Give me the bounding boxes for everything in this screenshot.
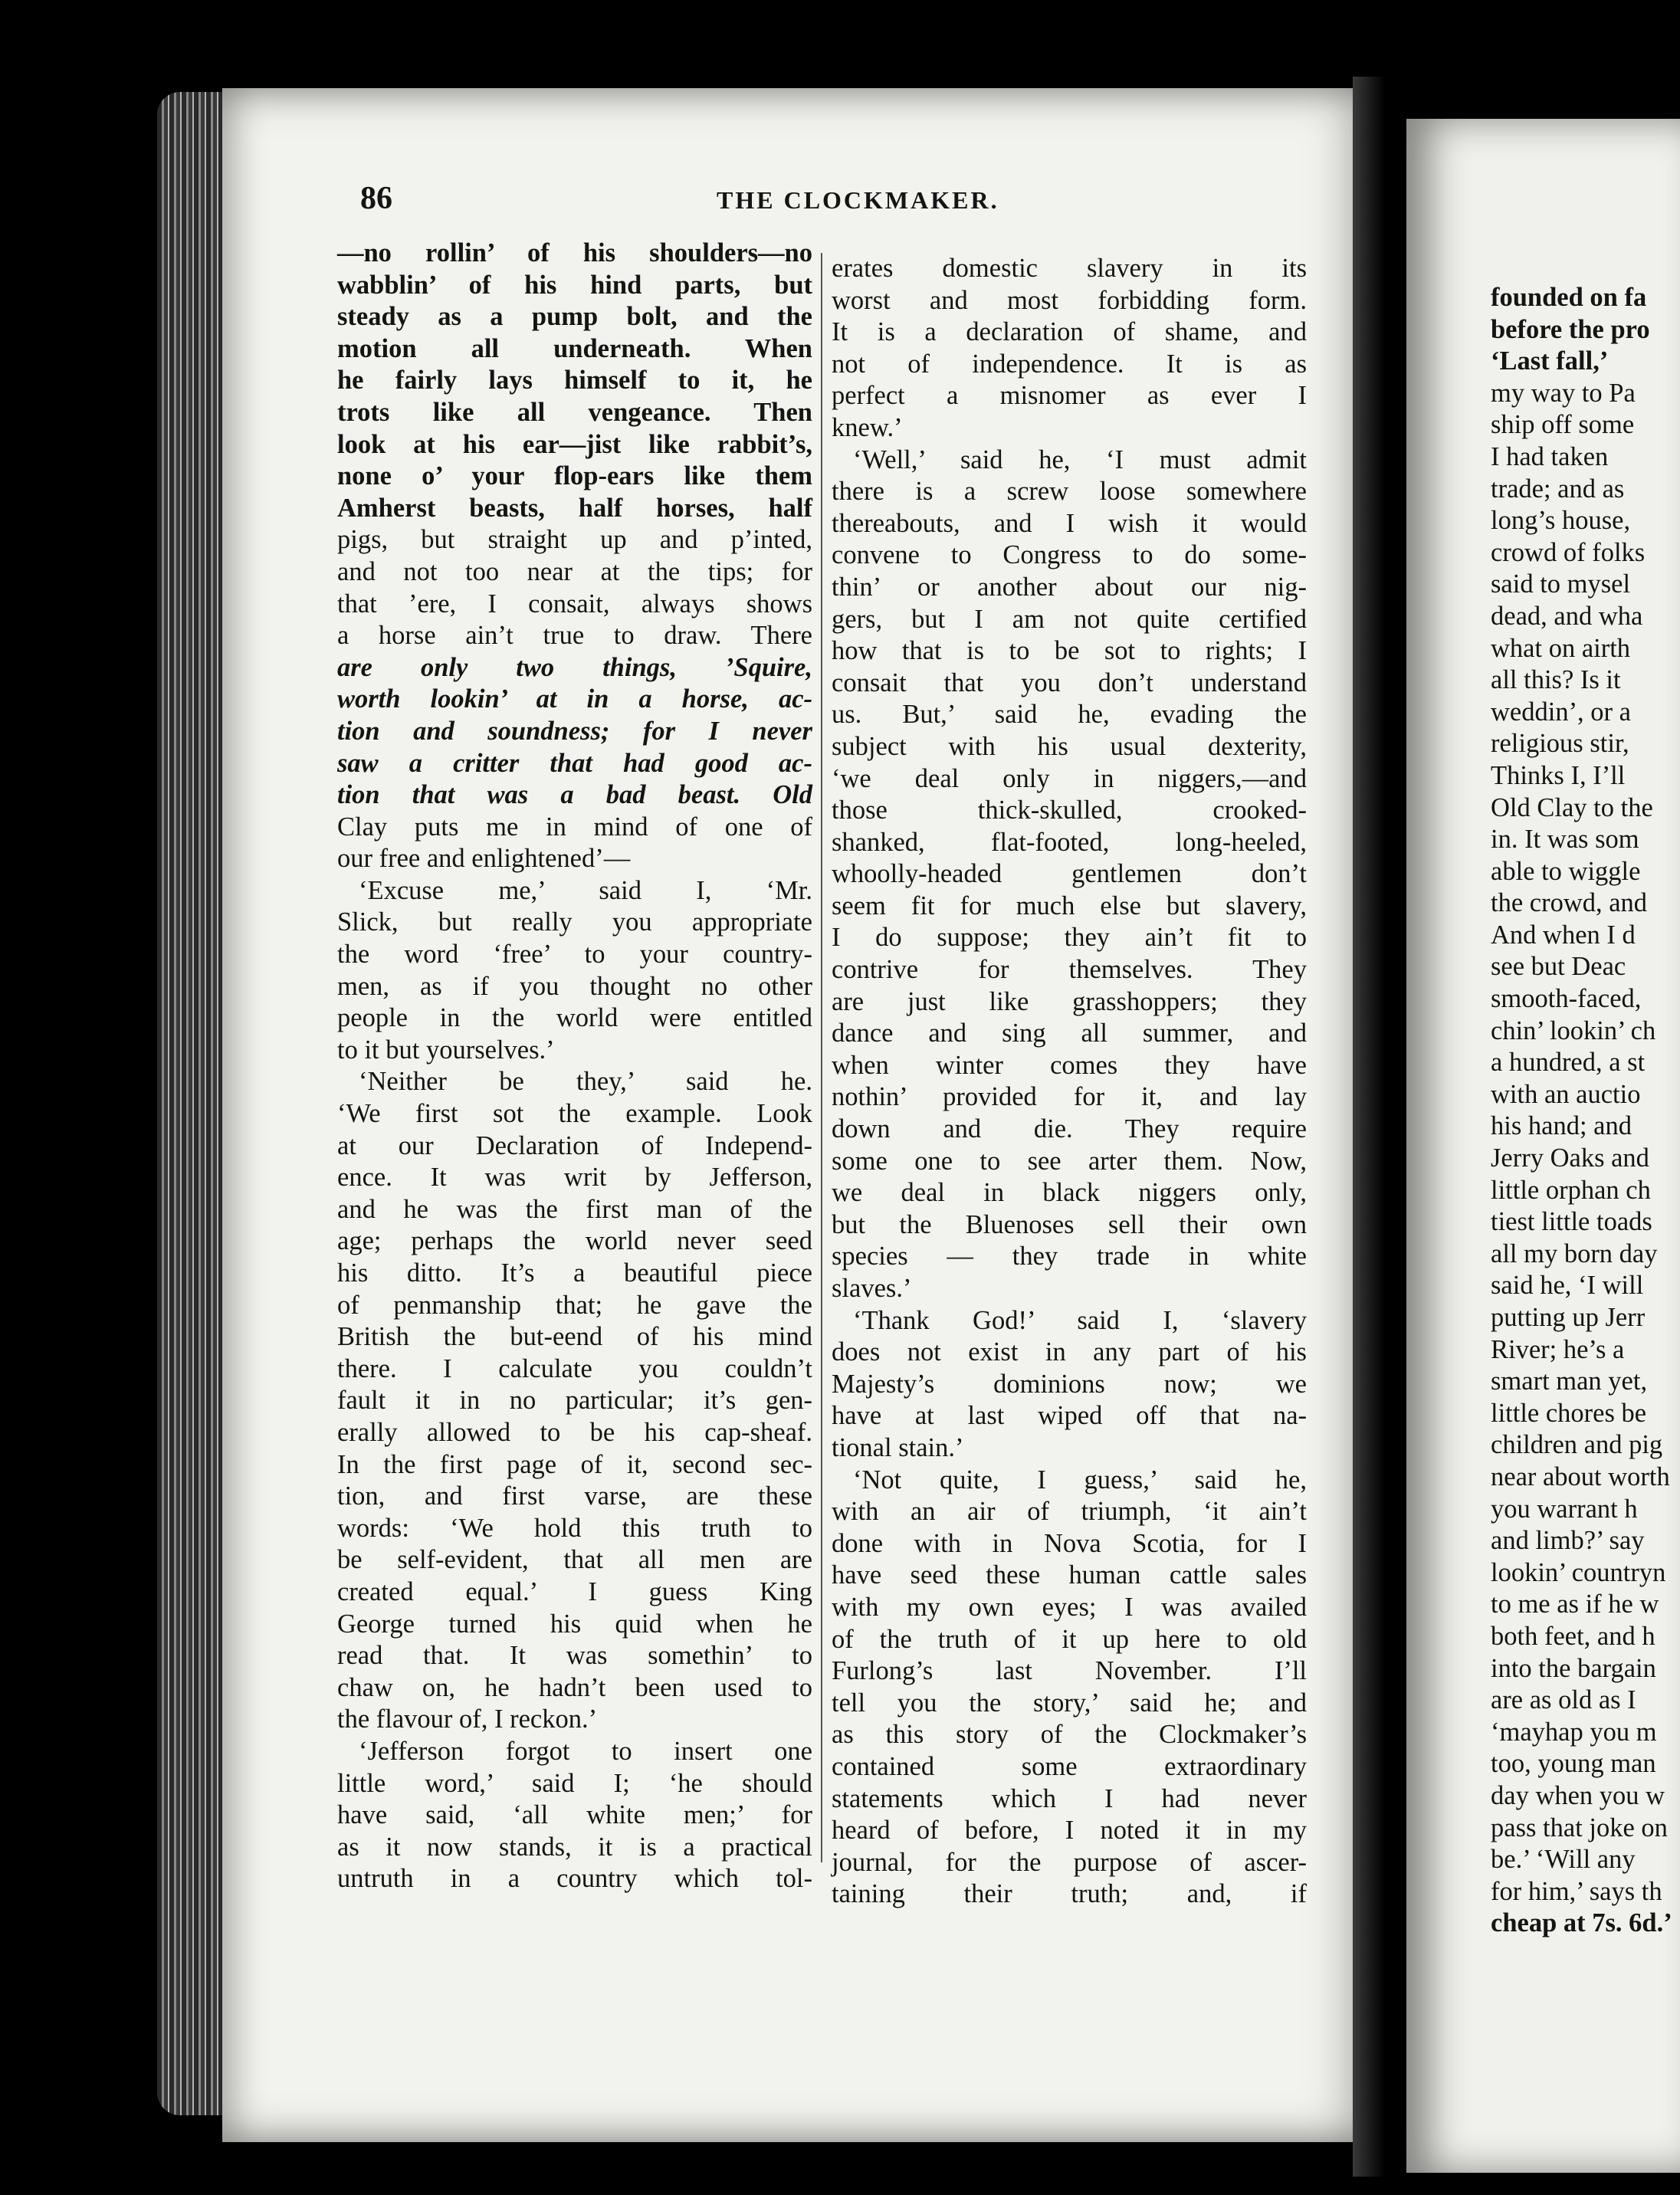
- text-line: have seed these human cattle sales: [832, 1560, 1307, 1590]
- text-line: see but Deac: [1491, 952, 1626, 982]
- text-line: have at last wiped off that na-: [832, 1401, 1307, 1431]
- text-line: able to wiggle: [1491, 856, 1641, 886]
- text-line: there. I calculate you couldn’t: [337, 1353, 812, 1383]
- text-line: perfect a misnomer as ever I: [832, 381, 1307, 411]
- text-line: untruth in a country which tol-: [337, 1864, 812, 1894]
- text-line: species — they trade in white: [832, 1242, 1307, 1271]
- text-line: tell you the story,’ said he; and: [832, 1688, 1307, 1718]
- text-line: of penmanship that; he gave the: [337, 1290, 812, 1320]
- text-line: ‘mayhap you m: [1491, 1717, 1657, 1747]
- text-line: you warrant h: [1491, 1494, 1638, 1524]
- text-line: motion all underneath. When: [337, 333, 812, 363]
- text-line: in. It was som: [1491, 825, 1639, 855]
- column-divider: [821, 253, 822, 1862]
- text-line: little orphan ch: [1491, 1175, 1651, 1205]
- text-line: a horse ain’t true to draw. There: [337, 621, 812, 651]
- text-line: look at his ear—jist like rabbit’s,: [337, 429, 812, 459]
- text-line: children and pig: [1491, 1430, 1663, 1460]
- text-line: too, young man: [1491, 1749, 1656, 1779]
- text-line: does not exist in any part of his: [832, 1337, 1307, 1367]
- text-line: tional stain.’: [832, 1432, 964, 1462]
- text-line: contrive for themselves. They: [832, 955, 1307, 985]
- text-line: before the pro: [1491, 314, 1650, 344]
- text-line: seem fit for much else but slavery,: [832, 891, 1307, 920]
- text-line: of the truth of it up here to old: [832, 1624, 1307, 1654]
- text-line: men, as if you thought no other: [337, 971, 812, 1001]
- text-line: worst and most forbidding form.: [832, 285, 1307, 315]
- text-line: when winter comes they have: [832, 1050, 1307, 1080]
- text-line: created equal.’ I guess King: [337, 1577, 812, 1606]
- book-gutter: [1353, 77, 1406, 2177]
- text-line: And when I d: [1491, 920, 1636, 950]
- text-line: heard of before, I noted it in my: [832, 1816, 1307, 1846]
- text-line: I had taken: [1491, 441, 1609, 471]
- text-line: there is a screw loose somewhere: [832, 477, 1307, 507]
- text-line: said to mysel: [1491, 569, 1631, 599]
- text-line: words: ‘We hold this truth to: [337, 1513, 812, 1543]
- text-line: with an auctio: [1491, 1079, 1641, 1109]
- text-line: at our Declaration of Independ-: [337, 1130, 812, 1160]
- text-line: and limb?’ say: [1491, 1526, 1645, 1556]
- text-line: as it now stands, it is a practical: [337, 1832, 812, 1862]
- text-line: but the Bluenoses sell their own: [832, 1209, 1307, 1239]
- text-line: lookin’ countryn: [1491, 1557, 1666, 1587]
- text-line: age; perhaps the world never seed: [337, 1226, 812, 1256]
- text-line: ship off some: [1491, 410, 1635, 440]
- text-line: Old Clay to the: [1491, 792, 1653, 822]
- page-number: 86: [360, 181, 392, 216]
- text-line: are just like grasshoppers; they: [832, 986, 1307, 1016]
- text-line: he fairly lays himself to it, he: [337, 366, 812, 395]
- text-line: the word ‘free’ to your country-: [337, 940, 812, 970]
- text-line: In the first page of it, second sec-: [337, 1449, 812, 1479]
- text-line: ‘Excuse me,’ said I, ‘Mr.: [359, 875, 812, 905]
- text-line: worth lookin’ at in a horse, ac-: [337, 684, 812, 714]
- text-line: taining their truth; and, if: [832, 1879, 1307, 1909]
- text-line: wabblin’ of his hind parts, but: [337, 270, 812, 300]
- text-line: and he was the first man of the: [337, 1194, 812, 1224]
- text-line: tion that was a bad beast. Old: [337, 780, 812, 810]
- text-line: cheap at 7s. 6d.’: [1491, 1908, 1672, 1938]
- text-line: into the bargain: [1491, 1653, 1656, 1683]
- text-line: smart man yet,: [1491, 1367, 1648, 1396]
- text-line: the flavour of, I reckon.’: [337, 1704, 598, 1734]
- text-line: journal, for the purpose of ascer-: [832, 1847, 1307, 1877]
- text-line: trade; and as: [1491, 474, 1625, 504]
- text-line: dead, and wha: [1491, 601, 1643, 631]
- text-line: read that. It was somethin’ to: [337, 1641, 812, 1671]
- text-line: ‘Jefferson forgot to insert one: [359, 1736, 812, 1766]
- text-line: putting up Jerr: [1491, 1303, 1646, 1332]
- text-line: none o’ your flop-ears like them: [337, 461, 812, 491]
- text-line: Amherst beasts, half horses, half: [337, 493, 812, 523]
- text-line: slaves.’: [832, 1274, 912, 1303]
- text-line: weddin’, or a: [1491, 697, 1631, 727]
- text-line: ‘Thank God!’ said I, ‘slavery: [853, 1305, 1307, 1335]
- text-column-middle: [832, 253, 1307, 1911]
- text-line: our free and enlightened’—: [337, 844, 631, 874]
- text-line: contained some extraordinary: [832, 1751, 1307, 1781]
- text-line: Thinks I, I’ll: [1491, 760, 1626, 790]
- text-line: British the but-eend of his mind: [337, 1322, 812, 1352]
- text-line: down and die. They require: [832, 1114, 1307, 1144]
- text-line: be.’ ‘Will any: [1491, 1845, 1636, 1875]
- text-line: what on airth: [1491, 633, 1631, 663]
- text-line: for him,’ says th: [1491, 1876, 1662, 1906]
- text-line: tion and soundness; for I never: [337, 716, 812, 746]
- text-line: erally allowed to be his cap-sheaf.: [337, 1417, 812, 1447]
- text-line: ‘Well,’ said he, ‘I must admit: [853, 445, 1307, 474]
- text-line: consait that you don’t understand: [832, 668, 1307, 697]
- text-line: tiest little toads: [1491, 1207, 1652, 1237]
- text-line: erates domestic slavery in its: [832, 254, 1307, 283]
- text-line: saw a critter that had good ac-: [337, 748, 812, 778]
- text-line: gers, but I am not quite certified: [832, 604, 1307, 634]
- text-line: all this? Is it: [1491, 665, 1621, 695]
- text-line: trots like all vengeance. Then: [337, 397, 812, 427]
- text-line: we deal in black niggers only,: [832, 1178, 1307, 1208]
- text-line: said he, ‘I will: [1491, 1271, 1644, 1301]
- text-line: all my born day: [1491, 1239, 1658, 1268]
- text-line: ‘Not quite, I guess,’ said he,: [853, 1465, 1307, 1495]
- text-line: Jerry Oaks and: [1491, 1143, 1649, 1173]
- text-line: tion, and first varse, are these: [337, 1481, 812, 1511]
- text-line: ‘Neither be they,’ said he.: [359, 1067, 812, 1097]
- text-line: his ditto. It’s a beautiful piece: [337, 1258, 812, 1288]
- text-line: a hundred, a st: [1491, 1048, 1646, 1078]
- text-line: day when you w: [1491, 1780, 1665, 1810]
- text-line: nothin’ provided for it, and lay: [832, 1082, 1307, 1112]
- text-line: long’s house,: [1491, 506, 1631, 536]
- text-line: religious stir,: [1491, 729, 1629, 759]
- text-line: subject with his usual dexterity,: [832, 731, 1307, 761]
- text-line: people in the world were entitled: [337, 1003, 812, 1033]
- text-line: to it but yourselves.’: [337, 1035, 555, 1065]
- text-line: Clay puts me in mind of one of: [337, 812, 812, 842]
- text-line: some one to see arter them. Now,: [832, 1146, 1307, 1176]
- text-line: ‘we deal only in niggers,—and: [832, 763, 1307, 793]
- text-line: both feet, and h: [1491, 1621, 1655, 1651]
- text-line: that ’ere, I consait, always shows: [337, 589, 812, 618]
- text-line: little word,’ said I; ‘he should: [337, 1768, 812, 1798]
- text-line: crowd of folks: [1491, 537, 1646, 567]
- text-line: to me as if he w: [1491, 1590, 1659, 1619]
- text-line: those thick-skulled, crooked-: [832, 796, 1307, 825]
- text-line: thereabouts, and I wish it would: [832, 508, 1307, 538]
- text-line: Slick, but really you appropriate: [337, 907, 812, 937]
- text-column-right-page: [1491, 282, 1680, 1940]
- text-line: ence. It was writ by Jefferson,: [337, 1163, 812, 1193]
- text-line: Furlong’s last November. I’ll: [832, 1656, 1307, 1686]
- text-line: whoolly-headed gentlemen don’t: [832, 859, 1307, 889]
- text-line: I do suppose; they ain’t fit to: [832, 923, 1307, 953]
- text-line: his hand; and: [1491, 1111, 1632, 1141]
- text-line: pass that joke on: [1491, 1813, 1668, 1842]
- text-line: be self-evident, that all men are: [337, 1545, 812, 1575]
- text-line: George turned his quid when he: [337, 1609, 812, 1639]
- text-line: with my own eyes; I was availed: [832, 1592, 1307, 1622]
- text-line: with an air of triumph, ‘it ain’t: [832, 1497, 1307, 1527]
- running-head: [360, 180, 1318, 226]
- text-line: It is a declaration of shame, and: [832, 317, 1307, 347]
- text-line: smooth-faced,: [1491, 984, 1642, 1014]
- text-line: the crowd, and: [1491, 888, 1648, 918]
- text-line: convene to Congress to do some-: [832, 540, 1307, 570]
- text-line: knew.’: [832, 412, 903, 442]
- text-line: River; he’s a: [1491, 1334, 1625, 1364]
- text-line: as this story of the Clockmaker’s: [832, 1720, 1307, 1750]
- text-column-left: [337, 238, 812, 1895]
- text-line: statements which I had never: [832, 1783, 1307, 1813]
- running-title: THE CLOCKMAKER.: [717, 186, 999, 214]
- text-line: dance and sing all summer, and: [832, 1019, 1307, 1048]
- text-line: Majesty’s dominions now; we: [832, 1369, 1307, 1399]
- text-line: and not too near at the tips; for: [337, 556, 812, 586]
- text-line: steady as a pump bolt, and the: [337, 302, 812, 332]
- text-line: ‘We first sot the example. Look: [337, 1099, 812, 1129]
- text-line: my way to Pa: [1491, 378, 1636, 408]
- text-line: are as old as I: [1491, 1685, 1636, 1715]
- text-line: us. But,’ said he, evading the: [832, 700, 1307, 730]
- text-line: pigs, but straight up and p’inted,: [337, 525, 812, 555]
- text-line: not of independence. It is as: [832, 349, 1307, 379]
- text-line: thin’ or another about our nig-: [832, 572, 1307, 602]
- text-line: how that is to be sot to rights; I: [832, 636, 1307, 666]
- text-line: near about worth: [1491, 1462, 1670, 1491]
- text-line: —no rollin’ of his shoulders—no: [337, 238, 812, 267]
- text-line: founded on fa: [1491, 283, 1647, 312]
- text-line: shanked, flat-footed, long-heeled,: [832, 827, 1307, 857]
- text-line: ‘Last fall,’: [1491, 346, 1609, 376]
- text-line: have said, ‘all white men;’ for: [337, 1800, 812, 1830]
- text-line: are only two things, ’Squire,: [337, 652, 812, 682]
- text-line: fault it in no particular; it’s gen-: [337, 1386, 812, 1416]
- text-line: done with in Nova Scotia, for I: [832, 1528, 1307, 1558]
- text-line: little chores be: [1491, 1398, 1647, 1428]
- text-line: chaw on, he hadn’t been used to: [337, 1672, 812, 1702]
- text-line: chin’ lookin’ ch: [1491, 1015, 1656, 1045]
